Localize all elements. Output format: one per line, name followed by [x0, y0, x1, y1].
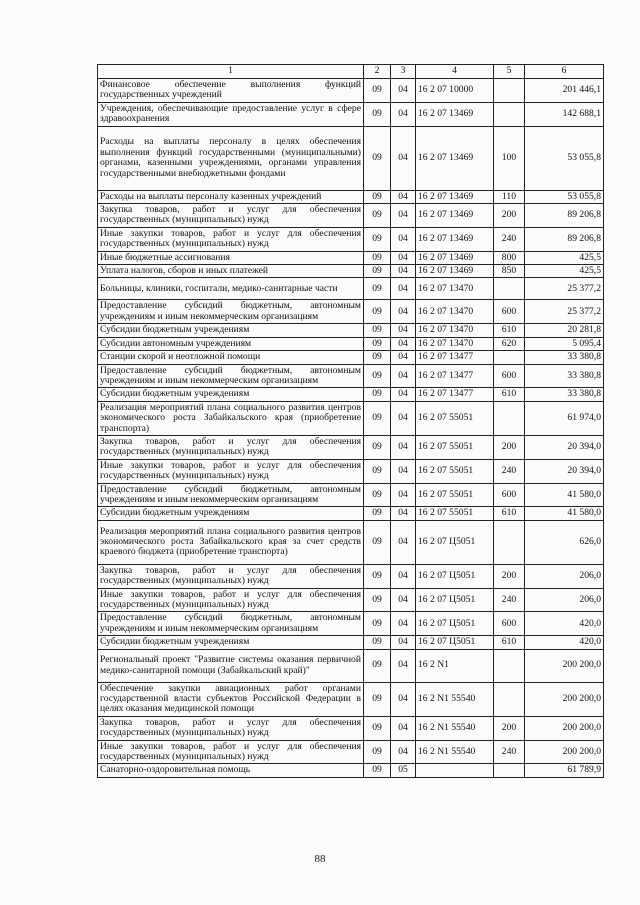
- table-row: [98, 265, 604, 278]
- row-name: Региональный проект "Развитие системы оказания первичной медико-санитарной помощи (Забайкальский край)": [98, 649, 364, 682]
- row-amount: 41 580,0: [525, 483, 604, 507]
- row-expense-type: 850: [494, 265, 525, 278]
- row-expense-type: [494, 649, 525, 682]
- table-row: [98, 79, 604, 103]
- row-amount: 626,0: [525, 520, 604, 564]
- table-row: [98, 190, 604, 203]
- row-target-article: 16 2 N1 55540: [416, 682, 494, 716]
- table-row: [98, 483, 604, 507]
- row-section: 09: [364, 300, 391, 324]
- row-target-article: [416, 764, 494, 777]
- row-expense-type: 800: [494, 251, 525, 264]
- row-section: 09: [364, 227, 391, 251]
- row-target-article: 16 2 07 Ц5051: [416, 636, 494, 649]
- row-name: Иные закупки товаров, работ и услуг для обеспечения государственных (муниципальных) нужд: [98, 588, 364, 612]
- row-target-article: 16 2 07 13469: [416, 265, 494, 278]
- row-name: Предоставление субсидий бюджетным, автономным учреждениям и иным некоммерческим организациям: [98, 364, 364, 388]
- row-amount: 200 200,0: [525, 740, 604, 764]
- row-amount: 200 200,0: [525, 682, 604, 716]
- row-amount: 53 055,8: [525, 190, 604, 203]
- row-name: Закупка товаров, работ и услуг для обеспечения государственных (муниципальных) нужд: [98, 435, 364, 459]
- table-row: [98, 401, 604, 435]
- row-subsection: 04: [391, 126, 416, 190]
- row-name: Финансовое обеспечение выполнения функций государственных учреждений: [98, 79, 364, 103]
- row-target-article: 16 2 07 Ц5051: [416, 612, 494, 636]
- row-subsection: 04: [391, 265, 416, 278]
- row-subsection: 04: [391, 79, 416, 103]
- row-amount: 33 380,8: [525, 364, 604, 388]
- row-name: Закупка товаров, работ и услуг для обеспечения государственных (муниципальных) нужд: [98, 564, 364, 588]
- row-section: 09: [364, 507, 391, 520]
- row-expense-type: 240: [494, 227, 525, 251]
- row-section: 09: [364, 401, 391, 435]
- table-row: [98, 716, 604, 740]
- row-section: 09: [364, 764, 391, 777]
- row-expense-type: 610: [494, 507, 525, 520]
- row-subsection: 04: [391, 459, 416, 483]
- row-name: Обеспечение закупки авиационных работ органами государственной власти субъектов Российской Федерации в целях оказания медицинской помощи: [98, 682, 364, 716]
- row-name: Больницы, клиники, госпитали, медико-санитарные части: [98, 278, 364, 300]
- row-amount: 61 974,0: [525, 401, 604, 435]
- row-section: 09: [364, 251, 391, 264]
- row-target-article: 16 2 07 13469: [416, 126, 494, 190]
- row-section: 09: [364, 564, 391, 588]
- table-header-row: [98, 65, 604, 79]
- row-expense-type: [494, 520, 525, 564]
- row-subsection: 04: [391, 324, 416, 337]
- header-col-3: 3: [391, 65, 416, 79]
- row-subsection: 04: [391, 190, 416, 203]
- row-name: Субсидии бюджетным учреждениям: [98, 507, 364, 520]
- row-amount: 206,0: [525, 588, 604, 612]
- row-subsection: 04: [391, 300, 416, 324]
- row-section: 09: [364, 204, 391, 228]
- row-subsection: 04: [391, 278, 416, 300]
- row-target-article: 16 2 N1: [416, 649, 494, 682]
- table-row: [98, 435, 604, 459]
- row-target-article: 16 2 07 55051: [416, 483, 494, 507]
- row-section: 09: [364, 324, 391, 337]
- row-name: Иные закупки товаров, работ и услуг для обеспечения государственных (муниципальных) нужд: [98, 227, 364, 251]
- row-subsection: 04: [391, 507, 416, 520]
- row-section: 09: [364, 364, 391, 388]
- row-section: 09: [364, 740, 391, 764]
- row-section: 09: [364, 716, 391, 740]
- table-row: [98, 337, 604, 350]
- row-subsection: 04: [391, 483, 416, 507]
- table-row: [98, 364, 604, 388]
- row-expense-type: 610: [494, 388, 525, 401]
- row-target-article: 16 2 07 13477: [416, 388, 494, 401]
- row-section: 09: [364, 126, 391, 190]
- row-amount: 33 380,8: [525, 388, 604, 401]
- row-expense-type: 110: [494, 190, 525, 203]
- row-expense-type: [494, 351, 525, 364]
- row-section: 09: [364, 190, 391, 203]
- row-name: Расходы на выплаты персоналу в целях обеспечения выполнения функций государственными (муниципальными) органами, казенными учреждениями, органами управления государственными внебюджетными фондами: [98, 126, 364, 190]
- row-name: Уплата налогов, сборов и иных платежей: [98, 265, 364, 278]
- row-name: Санаторно-оздоровительная помощь: [98, 764, 364, 777]
- row-name: Субсидии бюджетным учреждениям: [98, 636, 364, 649]
- row-amount: 20 281,8: [525, 324, 604, 337]
- row-section: 09: [364, 588, 391, 612]
- row-subsection: 04: [391, 227, 416, 251]
- row-subsection: 04: [391, 388, 416, 401]
- row-section: 09: [364, 265, 391, 278]
- row-name: Иные закупки товаров, работ и услуг для обеспечения государственных (муниципальных) нужд: [98, 459, 364, 483]
- row-target-article: 16 2 07 13469: [416, 190, 494, 203]
- row-target-article: 16 2 07 13469: [416, 227, 494, 251]
- row-target-article: 16 2 07 Ц5051: [416, 520, 494, 564]
- row-target-article: 16 2 N1 55540: [416, 740, 494, 764]
- row-section: 09: [364, 612, 391, 636]
- row-subsection: 04: [391, 102, 416, 126]
- row-subsection: 04: [391, 588, 416, 612]
- page-number: 88: [314, 853, 326, 865]
- row-amount: 206,0: [525, 564, 604, 588]
- row-expense-type: 600: [494, 364, 525, 388]
- row-section: 09: [364, 351, 391, 364]
- row-target-article: 16 2 07 13470: [416, 300, 494, 324]
- row-subsection: 04: [391, 364, 416, 388]
- row-expense-type: 200: [494, 564, 525, 588]
- row-target-article: 16 2 07 55051: [416, 435, 494, 459]
- row-amount: 425,5: [525, 265, 604, 278]
- table-row: [98, 227, 604, 251]
- row-name: Иные закупки товаров, работ и услуг для обеспечения государственных (муниципальных) нужд: [98, 740, 364, 764]
- row-target-article: 16 2 07 13477: [416, 351, 494, 364]
- table-row: [98, 588, 604, 612]
- row-section: 09: [364, 520, 391, 564]
- row-name: Субсидии автономным учреждениям: [98, 337, 364, 350]
- row-subsection: 04: [391, 564, 416, 588]
- row-section: 09: [364, 102, 391, 126]
- row-subsection: 04: [391, 716, 416, 740]
- row-amount: 200 200,0: [525, 649, 604, 682]
- table-row: [98, 388, 604, 401]
- row-expense-type: 240: [494, 588, 525, 612]
- row-section: 09: [364, 337, 391, 350]
- row-expense-type: 240: [494, 740, 525, 764]
- row-amount: 25 377,2: [525, 278, 604, 300]
- table-row: [98, 324, 604, 337]
- row-expense-type: 620: [494, 337, 525, 350]
- row-expense-type: 600: [494, 612, 525, 636]
- row-amount: 41 580,0: [525, 507, 604, 520]
- row-subsection: 04: [391, 435, 416, 459]
- row-section: 09: [364, 459, 391, 483]
- row-target-article: 16 2 07 13470: [416, 337, 494, 350]
- row-expense-type: 200: [494, 716, 525, 740]
- row-amount: 53 055,8: [525, 126, 604, 190]
- row-name: Учреждения, обеспечивающие предоставление услуг в сфере здравоохранения: [98, 102, 364, 126]
- row-target-article: 16 2 N1 55540: [416, 716, 494, 740]
- row-target-article: 16 2 07 Ц5051: [416, 564, 494, 588]
- budget-table: [97, 64, 604, 778]
- header-col-1: 1: [98, 65, 364, 79]
- table-row: [98, 507, 604, 520]
- row-expense-type: 600: [494, 300, 525, 324]
- row-subsection: 04: [391, 612, 416, 636]
- row-subsection: 04: [391, 204, 416, 228]
- row-expense-type: 600: [494, 483, 525, 507]
- row-expense-type: [494, 278, 525, 300]
- row-name: Станции скорой и неотложной помощи: [98, 351, 364, 364]
- row-amount: 5 095,4: [525, 337, 604, 350]
- row-expense-type: 200: [494, 204, 525, 228]
- row-section: 09: [364, 483, 391, 507]
- row-expense-type: [494, 102, 525, 126]
- row-amount: 200 200,0: [525, 716, 604, 740]
- row-expense-type: [494, 682, 525, 716]
- row-section: 09: [364, 435, 391, 459]
- table-row: [98, 764, 604, 777]
- row-name: Предоставление субсидий бюджетным, автономным учреждениям и иным некоммерческим организациям: [98, 612, 364, 636]
- header-col-5: 5: [494, 65, 525, 79]
- row-name: Субсидии бюджетным учреждениям: [98, 388, 364, 401]
- row-section: 09: [364, 649, 391, 682]
- row-subsection: 04: [391, 682, 416, 716]
- row-amount: 89 206,8: [525, 227, 604, 251]
- table-row: [98, 612, 604, 636]
- row-target-article: 16 2 07 55051: [416, 401, 494, 435]
- row-target-article: 16 2 07 13469: [416, 204, 494, 228]
- row-subsection: 04: [391, 351, 416, 364]
- row-target-article: 16 2 07 13470: [416, 324, 494, 337]
- row-expense-type: 200: [494, 435, 525, 459]
- row-subsection: 05: [391, 764, 416, 777]
- header-col-6: 6: [525, 65, 604, 79]
- table-row: [98, 102, 604, 126]
- row-target-article: 16 2 07 13477: [416, 364, 494, 388]
- row-subsection: 04: [391, 337, 416, 350]
- row-name: Иные бюджетные ассигнования: [98, 251, 364, 264]
- row-subsection: 04: [391, 520, 416, 564]
- row-subsection: 04: [391, 251, 416, 264]
- row-name: Реализация мероприятий плана социального развития центров экономического роста Забайкальского края (приобретение транспорта): [98, 401, 364, 435]
- table-row: [98, 636, 604, 649]
- row-target-article: 16 2 07 10000: [416, 79, 494, 103]
- row-target-article: 16 2 07 55051: [416, 507, 494, 520]
- table-row: [98, 649, 604, 682]
- row-name: Расходы на выплаты персоналу казенных учреждений: [98, 190, 364, 203]
- table-row: [98, 682, 604, 716]
- table-row: [98, 564, 604, 588]
- table-row: [98, 278, 604, 300]
- row-expense-type: 100: [494, 126, 525, 190]
- row-name: Предоставление субсидий бюджетным, автономным учреждениям и иным некоммерческим организациям: [98, 483, 364, 507]
- table-row: [98, 459, 604, 483]
- table-row: [98, 126, 604, 190]
- row-amount: 25 377,2: [525, 300, 604, 324]
- row-target-article: 16 2 07 Ц5051: [416, 588, 494, 612]
- row-target-article: 16 2 07 13469: [416, 102, 494, 126]
- header-col-2: 2: [364, 65, 391, 79]
- row-expense-type: 610: [494, 636, 525, 649]
- row-amount: 33 380,8: [525, 351, 604, 364]
- row-amount: 420,0: [525, 636, 604, 649]
- row-section: 09: [364, 278, 391, 300]
- row-section: 09: [364, 636, 391, 649]
- row-target-article: 16 2 07 13470: [416, 278, 494, 300]
- row-amount: 20 394,0: [525, 435, 604, 459]
- table-row: [98, 520, 604, 564]
- row-amount: 142 688,1: [525, 102, 604, 126]
- row-expense-type: 240: [494, 459, 525, 483]
- row-name: Предоставление субсидий бюджетным, автономным учреждениям и иным некоммерческим организациям: [98, 300, 364, 324]
- row-section: 09: [364, 682, 391, 716]
- row-amount: 61 789,9: [525, 764, 604, 777]
- table-row: [98, 351, 604, 364]
- header-col-4: 4: [416, 65, 494, 79]
- row-amount: 201 446,1: [525, 79, 604, 103]
- row-target-article: 16 2 07 13469: [416, 251, 494, 264]
- row-amount: 20 394,0: [525, 459, 604, 483]
- row-name: Реализация мероприятий плана социального развития центров экономического роста Забайкальского края за счет средств краевого бюджета (приобретение транспорта): [98, 520, 364, 564]
- row-subsection: 04: [391, 401, 416, 435]
- row-amount: 89 206,8: [525, 204, 604, 228]
- table-row: [98, 740, 604, 764]
- row-expense-type: [494, 79, 525, 103]
- table-row: [98, 251, 604, 264]
- row-name: Закупка товаров, работ и услуг для обеспечения государственных (муниципальных) нужд: [98, 716, 364, 740]
- row-subsection: 04: [391, 649, 416, 682]
- row-target-article: 16 2 07 55051: [416, 459, 494, 483]
- row-expense-type: 610: [494, 324, 525, 337]
- row-amount: 425,5: [525, 251, 604, 264]
- row-section: 09: [364, 388, 391, 401]
- row-expense-type: [494, 401, 525, 435]
- row-name: Закупка товаров, работ и услуг для обеспечения государственных (муниципальных) нужд: [98, 204, 364, 228]
- row-section: 09: [364, 79, 391, 103]
- row-amount: 420,0: [525, 612, 604, 636]
- row-subsection: 04: [391, 740, 416, 764]
- row-name: Субсидии бюджетным учреждениям: [98, 324, 364, 337]
- row-expense-type: [494, 764, 525, 777]
- table-row: [98, 204, 604, 228]
- row-subsection: 04: [391, 636, 416, 649]
- table-row: [98, 300, 604, 324]
